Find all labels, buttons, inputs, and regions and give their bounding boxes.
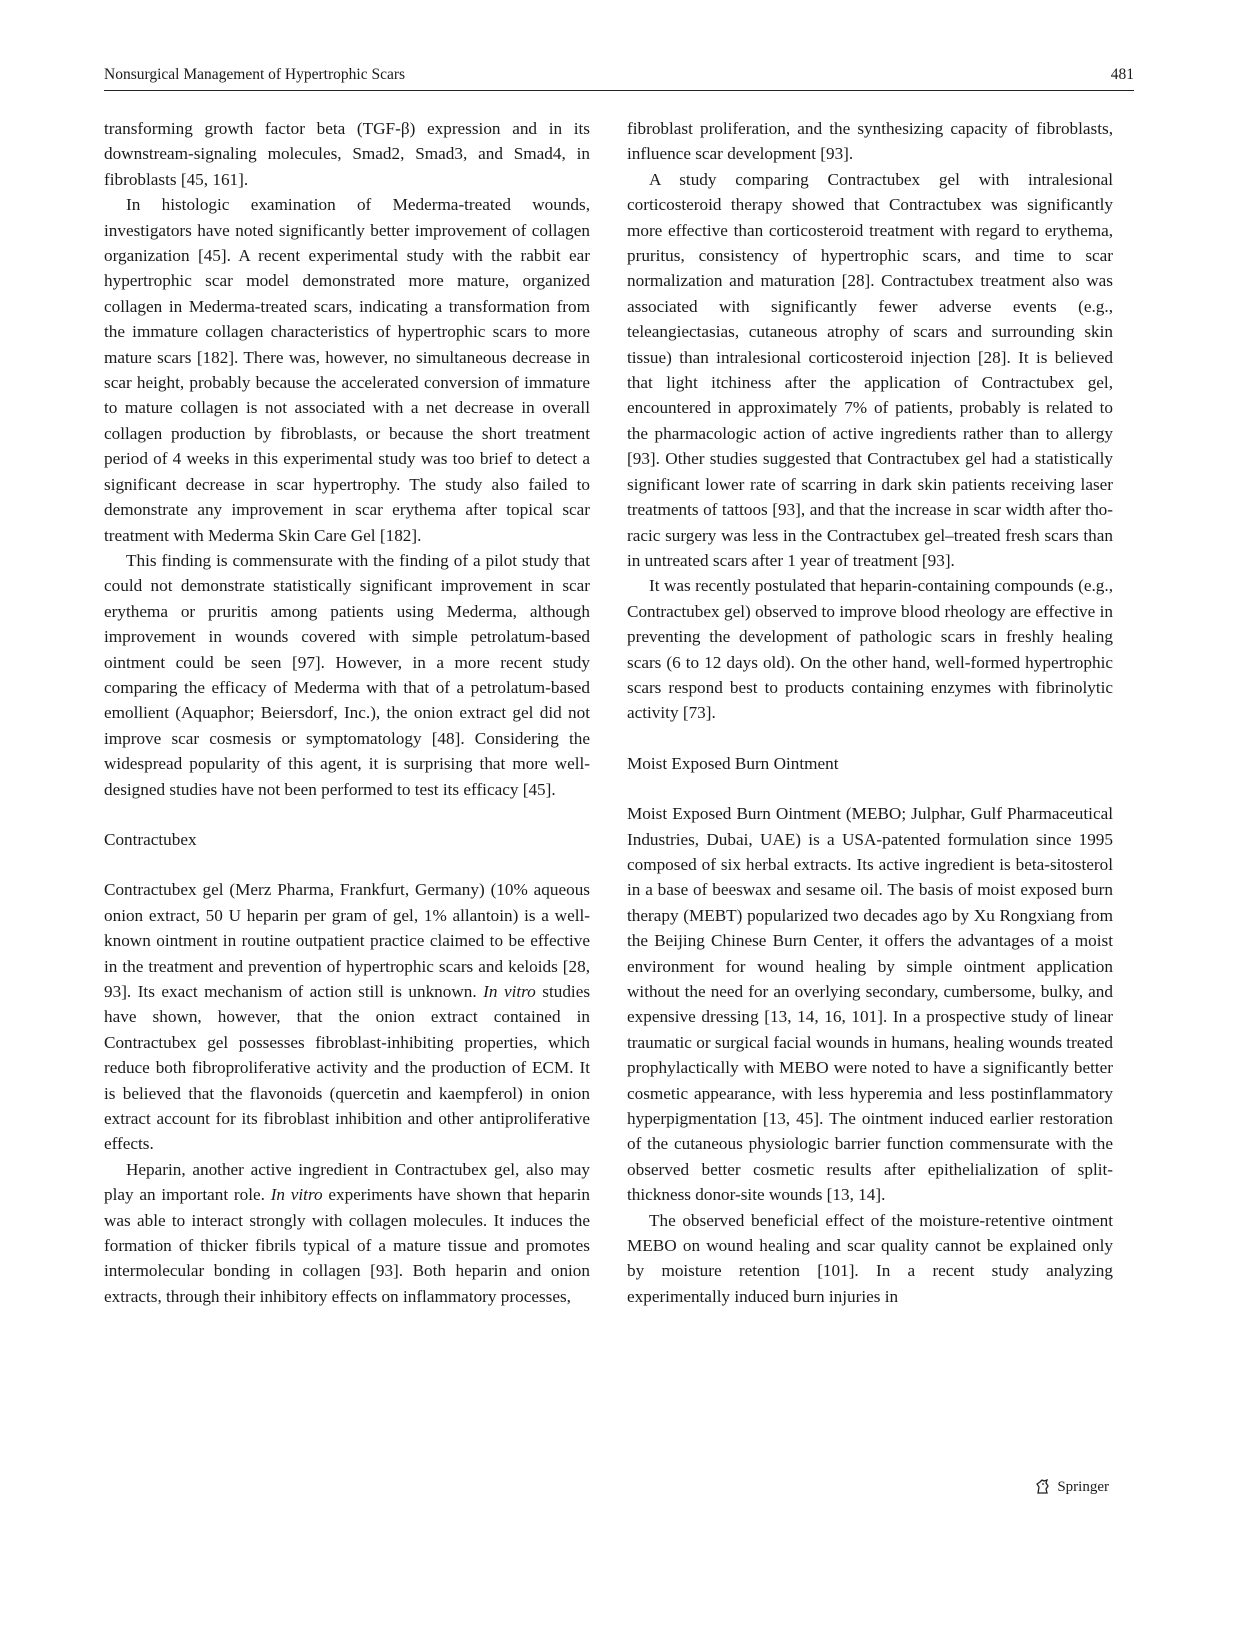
paragraph-text: experiments have shown that heparin was able to interact strongly with collagen molecules. It induces the formation of thicker fibrils typical of a mature tissue and promotes intermolecular bonding in collagen [93]. Both heparin and onion extracts, through their inhibitory effects on inflammatory processes, (104, 1185, 591, 1306)
right-column (627, 116, 1113, 1309)
paragraph (104, 877, 590, 1156)
paragraph: transforming growth factor beta (TGF-β) expression and in its downstream-signaling molecules, Smad2, Smad3, and Smad4, in fibroblasts [45, 161]. (104, 119, 590, 189)
running-title: Nonsurgical Management of Hypertrophic Scars (104, 66, 406, 83)
paragraph: This finding is commensurate with the finding of a pilot study that could not demonstrate statistically significant improvement in scar erythema or pruritis among patients using Mederma, although improvement in wounds covered with simple petrolatum-based ointment could be seen [97]. However, in a more recent study comparing the efficacy of Mederma with that of a petrolatum-based emollient (Aquaphor; Beiersdorf, Inc.), the onion extract gel did not improve scar cosmesis or symptomatology [48]. Considering the widespread popularity of this agent, it is surprising that more well-designed studies have not been performed to test its efficacy [45]. (104, 550, 590, 799)
publisher-brand (1034, 1478, 1109, 1496)
paragraph: It was recently postulated that heparin-containing compounds (e.g., Contractubex gel) observed to improve blood rheology are effective in preventing the development of pathologic scars in freshly healing scars (6 to 12 days old). On the other hand, well-formed hypertrophic scars respond best to products containing enzymes with fibrinolytic activity [73]. (627, 576, 1113, 723)
italic-term: In vitro (270, 1185, 323, 1205)
section-heading: Moist Exposed Burn Ointment (627, 753, 839, 773)
paragraph: In histologic examination of Mederma-treated wounds, investigators have noted significantly better improvement of collagen organization [45]. A recent experimental study with the rabbit ear hypertrophic scar model demonstrated more mature, organized collagen in Mederma-treated scars, indicating a transformation from the immature collagen characteristics of hypertrophic scars to more mature scars [182]. There was, however, no simultaneous decrease in scar height, probably because the accelerated conversion of immature to mature collagen is not associated with a net decrease in overall collagen production by fibroblasts, or because the short treatment period of 4 weeks in this experimental study was too brief to detect a significant decrease in scar hypertrophy. The study also failed to demonstrate any improvement in scar erythema after topical scar treatment with Mederma Skin Care Gel [182]. (104, 195, 590, 545)
paragraph: fibroblast proliferation, and the synthesizing capacity of fibroblasts, influence scar development [93]. (627, 119, 1113, 164)
running-header (104, 62, 1134, 91)
italic-term: In vitro (483, 982, 536, 1001)
paragraph: Moist Exposed Burn Ointment (MEBO; Julphar, Gulf Pharmaceutical Industries, Dubai, UAE) is a USA-patented formulation since 1995 composed of six herbal extracts. Its active ingredient is beta-sitosterol in a base of beeswax and sesame oil. The basis of moist exposed burn therapy (MEBT) popularized two decades ago by Xu Rongxiang from the Beijing Chinese Burn Center, it offers the advantages of a moist environment for wound healing by simple ointment application without the need for an overlying secondary, cumbersome, bulky, and expensive dressing [13, 14, 16, 101]. In a prospective study of linear traumatic or surgical facial wounds in humans, healing wounds treated prophylactically with MEBO were noted to have a significantly better cosmetic appearance, with less hyperemia and less postinflammatory hyperpigmentation [13, 45]. The ointment induced earlier restoration of the cutaneous physiologic barrier function commensurate with the observed better cosmetic results after epithelialization of split-thickness donor-site wounds [13, 14]. (627, 804, 1113, 1205)
paragraph-text: Contractubex gel (Merz Pharma, Frankfurt, Germany) (10% aqueous onion extract, 50 U heparin per gram of gel, 1% allantoin) is a well-known ointment in routine outpatient practice claimed to be effective in the treatment and prevention of hypertrophic scars and keloids [28, 93]. Its exact mechanism of action still is unknown. (104, 880, 590, 1001)
left-column (104, 116, 590, 1309)
springer-horse-icon (1034, 1478, 1052, 1496)
publisher-name: Springer (1057, 1478, 1109, 1495)
paragraph (104, 1157, 590, 1309)
section-heading: Contractubex (104, 829, 197, 849)
paragraph-text: Heparin, another active ingredient in Contractubex gel, also may play an important role. (104, 1159, 590, 1205)
paragraph: A study comparing Contractubex gel with intralesional corticosteroid therapy showed that Contractubex was significantly more effective than corticosteroid treatment with regard to erythema, pruritus, consistency of hypertrophic scars, and time to scar normalization and maturation [28]. Contractubex treatment also was associated with significantly fewer adverse events (e.g., teleangiectasias, cutaneous atrophy of scars and surrounding skin tissue) than intralesional corticosteroid injection [28]. It is believed that light itchiness after the application of Contractubex gel, encountered in approximately 7% of patients, probably is related to the pharmacologic action of active ingredients rather than to allergy [93]. Other studies suggested that Contractubex gel had a statistically significant lower rate of scarring in dark skin patients receiving laser treatments of tattoos [93], and that the increase in scar width after thoracic surgery was less in the Contractubex gel–treated fresh scars than in untreated scars after 1 year of treatment [93]. (627, 169, 1113, 570)
page-number: 481 (1110, 66, 1134, 83)
paragraph: The observed beneficial effect of the moisture-retentive ointment MEBO on wound healing and scar quality cannot be explained only by moisture retention [101]. In a recent study analyzing experimentally induced burn injuries in (627, 1210, 1113, 1306)
paragraph-text: studies have shown, however, that the onion extract contained in Contractubex gel possesses fibroblast-inhibiting properties, which reduce both fibroproliferative activity and the production of ECM. It is believed that the flavonoids (quercetin and kaempferol) in onion extract account for its fibroblast inhibition and other antiproliferative effects. (104, 982, 591, 1154)
